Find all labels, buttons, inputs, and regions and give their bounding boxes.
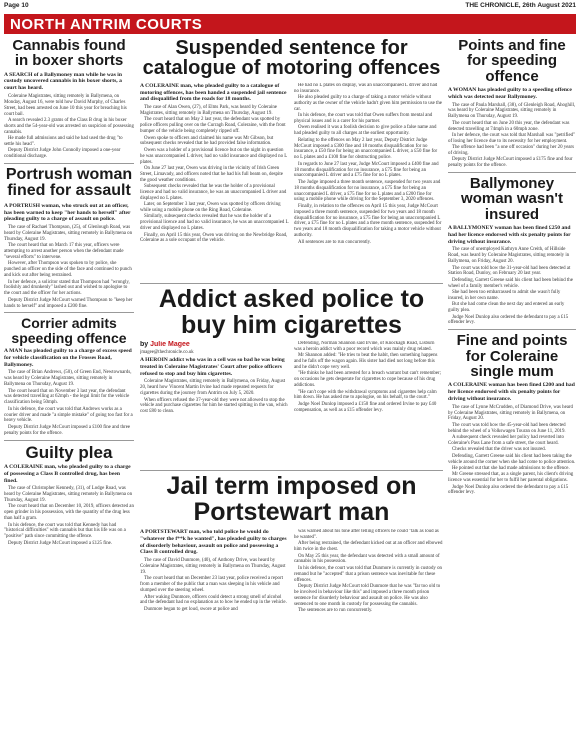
article-addict	[140, 287, 443, 467]
paragraph: After waking Dunmore, officers could detect a strong smell of alcohol and the defendant had no explanation as to how he ended up in the vehicle.	[140, 594, 287, 606]
divider	[4, 312, 134, 313]
paragraph: Mr Shannon added: "He tries to beat the habit, then something happens and he falls off the wagon again. His sister had died not long before this and he didn't cope very well.	[294, 353, 438, 370]
section-banner: NORTH ANTRIM COURTS	[4, 14, 576, 34]
paragraph: The case of Christopher Kennedy, (31), of Lodge Road, was heard by Coleraine Magistrates, sitting remotely in Ballymena on Thursday, August 19.	[4, 486, 133, 504]
headline: Cannabis found in boxer shorts	[12, 38, 126, 70]
paragraph: However, after Thompson was spoken to by police, she punched an officer on the side of the face and continued to punch and kick out after being restrained.	[4, 261, 132, 279]
paragraph: Mr Greene stressed that, as a single parent, his client's driving licence was essential for her to fulfil her parental obligations.	[448, 472, 574, 484]
paragraph: Deputy District Judge McCourt warned Thompson to "keep her hands to herself" and imposed a £200 fine.	[4, 297, 133, 309]
paragraph: Dunmore began to get loud, swore at police and	[144, 606, 238, 612]
paragraph: The court heard that on May 2 last year, the defendant was spotted by police officers pulling over on the Curragh Road, Coleraine, with the front bumper of the vehicle being completely ripped off.	[140, 117, 286, 135]
article-corrier	[4, 316, 134, 436]
intro: A COLERAINE man, who pleaded guilty to a catalogue of motoring offences, has been handed a suspended jail sentence and disqualified from the roads for 18 months.	[140, 82, 287, 103]
page-header	[4, 2, 576, 13]
paragraph: Finally, on April 15 this year, Owen was driving on the Newbridge Road, Coleraine as a sole occupant of the vehicle.	[140, 232, 288, 244]
left-column	[4, 38, 134, 734]
paper-dateline: THE CHRONICLE, 26th August 2021	[465, 2, 576, 9]
paragraph: In his defence, the court was told that Andrews works as a courier driver and made "a simple mistake" of going too fast for a heavy vehicle.	[4, 406, 133, 424]
paragraph: In his defence, the court was told that Dunmore is currently in custody on remand but he "accepted" that a prison sentence was inevitable for these offences.	[294, 565, 442, 583]
headline: Ballymoney woman wasn't insured	[461, 175, 563, 223]
paragraph: He pointed out that she had made admissions to the offence.	[452, 465, 570, 471]
paragraph: The court heard that on December 10, 2019, officers detected an open grinder in his possession, with the quantity of the drug less than half a gram.	[4, 504, 134, 522]
paragraph: Judge Noel Dunlop imposed a £150 fine and ordered Irvine to pay £40 compensation, as well as a £15 offender levy.	[294, 401, 437, 413]
paragraph: The court heard that on November 3 last year, the defendant was detected travelling at 62mph - the legal limit for the vehicle classification being 50mph.	[4, 388, 130, 406]
paragraph: The Judge imposed a three month sentence, suspended for two years and 18 months disqualification for no insurance, a £75 fine for being an unaccompanied L driver, a £75 fine for no L plates and a £200 fine for using a mobile phone while driving for the September 3, 2020 offences.	[294, 179, 441, 203]
paragraph: Defending, Norman Shannon said Irvine, of Knockagh Road, Lisburn was a heroin addict with a poor record which was mainly drug related.	[294, 341, 435, 352]
byline-email: jmagee@thechronicle.co.uk	[140, 350, 194, 355]
paragraph: Deputy District Judge McCourt told Dunmore that he was "far too old to be involved in behaviour like this" and imposed a three month prison sentence for disorderly behaviour and assault on police. He was also sentenced to one month in custody for possessing the cannabis.	[294, 583, 441, 607]
article-ballymoney	[448, 176, 576, 326]
headline: Suspended sentence for catalogue of motoring offences	[142, 38, 441, 80]
article-points	[448, 38, 576, 169]
paragraph: On June 27 last year, Owen was driving in the vicinity of Irish Green Street, Limavady, and officers noted that he had his full beam on, despite the good weather conditions.	[140, 165, 283, 183]
paragraph: On May 25 this year, the defendant was detected with a small amount of cannabis in his possession.	[294, 553, 440, 565]
paragraph: When officers refused the 37-year-old they were not allowed to stop the vehicle and purchase cigarettes for him he started spitting in the van, which cost £80 to clean.	[140, 397, 288, 415]
paragraph: Deputy District Judge McCourt imposed a £125 fine.	[8, 540, 113, 546]
article-motoring	[140, 38, 443, 280]
paragraph: A subsequent check revealed her policy had reverted into Coleraine's Pass Lane from a safe street, the court heard.	[448, 435, 564, 446]
paragraph: The case of Alan Owen, (27), of Elms Park, was heard by Coleraine Magistrates, sitting remotely in Ballymena on Thursday, August 19.	[140, 105, 277, 117]
article-cannabis	[4, 38, 134, 160]
byline-prefix: by	[140, 341, 151, 348]
headline: Points and fine for speeding offence	[458, 38, 566, 85]
byline	[140, 341, 289, 348]
article-fine-points	[448, 333, 576, 496]
page-number: Page 10	[4, 2, 29, 9]
paragraph: Deputy District Judge McCourt imposed a £175 fine and four penalty points for the offence.	[448, 157, 573, 169]
paragraph: Judge Noel Dunlop also ordered the defendant to pay a £15 offender levy.	[448, 484, 569, 496]
paragraph: The court heard that on June 20 this year, the defendant was detected travelling at 74mph in a 60mph zone.	[448, 120, 570, 132]
paragraph: Later, on September 3 last year, Owen was spotted by officers driving while using a mobile phone on the Ring Road, Coleraine.	[140, 202, 281, 214]
divider	[4, 163, 134, 164]
intro: A HEROIN addict who was in a cell was so bad he was being treated in Coleraine Magistrates' Court after police officers refused to stop and buy him cigarettes.	[140, 357, 285, 377]
paragraph: The court heard that on December 23 last year, police received a report from a member of the public that a man was sleeping in his vehicle and slumped over the steering wheel.	[140, 576, 283, 594]
paragraph: He made full admissions and said he had used the drug "to settle his head".	[4, 136, 123, 148]
divider	[448, 172, 576, 173]
paragraph: He had no L plates on display, was an unaccompanied L driver and had no insurance.	[294, 82, 438, 94]
paragraph: Owen realised it was a foolish decision to give police a false name and had pleaded guilty to all charges at the earliest opportunity.	[294, 125, 437, 137]
paragraph: Owen was a holder of a provisional licence but on the night in question he was unaccompanied L driver, had no valid insurance and displayed no L plates.	[140, 147, 288, 165]
divider	[140, 283, 443, 284]
paragraph: In his defence, the court was told that Owen suffers from mental and physical issues and is a carer for his partner.	[294, 113, 433, 125]
paragraph: All sentences are to run concurrently.	[298, 239, 372, 245]
paragraph: Coleraine Magistrates, sitting remotely in Ballymena, on Monday, August 16, were told how David Murphy, of Charles Street, had been arrested on June 10 this year for breaching his court bail.	[4, 94, 127, 117]
intro: A WOMAN has pleaded guilty to a speeding offence which was detected near Ballymoney.	[448, 86, 572, 100]
paragraph: Defending, Garrett Greene said his client had been behind the wheel of a family member's vehicle.	[448, 277, 573, 289]
divider	[448, 329, 576, 330]
paragraph: In his defence, the court was told that Kennedy has had "historical difficulties" with cannabis but that his life was on a "positive" path since committing the offence.	[4, 522, 126, 540]
headline: Fine and points for Coleraine single mum	[456, 332, 568, 380]
paragraph: But she had come clean the next day and entered an early guilty plea.	[448, 302, 565, 314]
paragraph: The case of David Dunmore, (40), of Anthony Drive, was heard by Coleraine Magistrates, sitting remotely in Ballymena on Thursday, August 19.	[140, 558, 286, 575]
headline: Guilty plea	[25, 442, 113, 462]
paragraph: The case of unemployed Kathryn Anne Creith, of Hillside Road, was heard by Coleraine Magistrates, sitting remotely in Ballymena, on Friday, August 20.	[448, 247, 570, 265]
paragraph: The case of Brian Andrews, (50), of Green End, Newtownards, was heard by Coleraine Magistrates, sitting remotely in Ballymena on Thursday, August 19.	[4, 370, 132, 388]
intro: A SEARCH of a Ballymoney man while he was in custody uncovered cannabis in his boxer shorts, a court has heard.	[4, 71, 122, 92]
paragraph: The court heard that on March 17 this year, officers were attempting to arrest another person when the defendant made "several efforts" to intervene.	[4, 243, 124, 261]
paragraph: A search revealed 2.3 grams of the Class B drug in his boxer shorts and the 54-year-old was arrested on suspicion of possessing cannabis.	[4, 118, 134, 135]
intro: A COLERAINE man, who pleaded guilty to a charge of possessing a Class B controlled drug, has been fined.	[4, 463, 131, 484]
article-portrush	[4, 167, 134, 309]
paragraph: He also pleaded guilty to a charge of taking a motor vehicle without authority as the owner of the vehicle hadn't given him permission to use the car.	[294, 95, 442, 112]
paragraph: "He can't cope with the withdrawal symptoms and cigarettes help calm him down. He has asked me to apologise, on his behalf, to the court."	[294, 389, 437, 401]
intro: A PORTSTEWART man, who told police he would do "whatever the f**k he wanted", has pleaded guilty to charges of disorderly behaviour, assault on police and possessing a Class B controlled drug.	[140, 529, 287, 556]
byline-name: Julie Magee	[150, 341, 190, 348]
divider	[4, 440, 134, 441]
intro: A COLERAINE woman has been fined £200 and had her licence endorsed with six penalty points for driving without insurance.	[448, 382, 575, 402]
paragraph: The court was told how the 31-year-old had been detected at Station Road, Dunloy, on February 20 last year.	[448, 265, 571, 277]
intro: A PORTRUSH woman, who struck out at an officer, has been warned to keep "her hands to herself" after pleading guilty to a charge of assault on police.	[4, 202, 131, 223]
paragraph: In her defence, the court was told that Marshall was "petrified" of losing her licence due to its necessity for her employment.	[448, 132, 576, 144]
paragraph: Deputy District Judge John Connolly imposed a one-year conditional discharge.	[4, 148, 121, 160]
paragraph: "He thinks he had been arrested for a breach warrant but can't remember; on occasions he gets desperate for cigarettes to cope because of his drug addictions.	[294, 371, 442, 389]
intro: A BALLYMONEY woman has been fined £250 and had her licence endorsed with six penalty points for driving without insurance.	[448, 225, 571, 245]
paragraph: The case of Rachael Thompson, (25), of Glenlough Road, was heard by Coleraine Magistrates, sitting remotely in Ballymena on Thursday, August 19.	[4, 225, 133, 242]
paragraph: In regards to June 27 last year, Judge McCourt imposed a £400 fine and 18 months disqualification for no insurance, a £75 fine for being an unaccompanied L driver and a £75 fine for no L plates.	[294, 161, 439, 179]
right-column	[448, 38, 576, 734]
headline: Jail term imposed on Portstewart man	[166, 474, 417, 526]
paragraph: Deputy District Judge McCourt imposed a £100 fine and three penalty points for the offence.	[4, 424, 131, 436]
paragraph: Finally, in relation to the offences on April 15 this year, Judge McCourt imposed a three month sentence, suspended for two years and 18 month disqualification for no insurance, a £75 fine for being an unaccompanied L driver, a £75 fine for no L plates and a three month sentence, suspended for two years and 18 month disqualification for taking a motor vehicle without authority.	[294, 203, 442, 239]
paragraph: The case of Paula Marshall, (38), of Glenleigh Road, Ahoghill, was heard by Coleraine Magistrates, sitting remotely in Ballymena on Thursday, August 19.	[448, 102, 576, 120]
paragraph: The case of Lynne McCrudden, of Diamond Drive, was heard by Coleraine Magistrates, sitting remotely in Ballymena, on Friday, August 20.	[448, 404, 574, 422]
headline: Addict asked police to buy him cigarettes	[158, 287, 425, 339]
paragraph: Checks revealed that the driver was not insured.	[452, 447, 546, 453]
paragraph: Coleraine Magistrates, sitting remotely in Ballymena, on Friday, August 20, heard how Vincent Martin Irvine had made repeated requests for cigarettes during the journey from Antrim on July 5, 2020.	[140, 379, 286, 397]
intro: A MAN has pleaded guilty to a charge of excess speed for vehicle classification on the Frosses Road, Ballymoney.	[4, 348, 132, 368]
paragraph: In her defence, a solicitor stated that Thompson had "wrongly, foolishly and drunkenly" lashed out and wished to apologise to the court and the officer for her actions.	[4, 279, 130, 297]
paragraph: The court was told how the 45-year-old had been detected behind the wheel of a Volkswagen Touran on June 11, 2019.	[448, 422, 566, 434]
paragraph: She had been too embarrassed to admit she wasn't fully insured, in her own name.	[448, 290, 561, 301]
paragraph: Judge Noel Dunlop also ordered the defendant to pay a £15 offender levy.	[448, 314, 569, 326]
divider	[140, 470, 443, 471]
headline: Corrier admits speeding offence	[11, 315, 127, 346]
headline: Portrush woman fined for assault	[5, 166, 133, 200]
paragraph: After being restrained, the defendant kicked out at an officer and elbowed him twice in the chest.	[294, 541, 443, 553]
paragraph: Similarly, subsequent checks revealed that he was the holder of a provisional licence and had no valid insurance, he was an unaccompanied L driver and displayed no L plates.	[140, 214, 289, 232]
paragraph: Subsequent checks revealed that he was the holder of a provisional licence and had no valid insurance, he was an unaccompanied L driver and displayed no L plates.	[140, 184, 287, 201]
paragraph: The sentences are to run concurrently.	[298, 607, 373, 613]
article-guilty-plea	[4, 444, 134, 547]
article-portstewart	[140, 474, 443, 734]
paragraph: was warned about his tone after telling officers he could "talk as loud as he wanted".	[294, 529, 439, 540]
paragraph: Owen spoke to officers and claimed his name was Mr Gibson, but subsequent checks revealed that he had provided false information.	[140, 135, 274, 147]
paragraph: Defending, Garrett Greene said his client had been taking the vehicle around the corner when she had come to police attention.	[448, 453, 576, 465]
paragraph: The offence had been "a one off occasion" during her 20 years of driving.	[448, 145, 575, 157]
middle-column	[140, 38, 443, 734]
paragraph: Relating to the offences on May 2 last year, Deputy District Judge McCourt imposed a £300 fine and 18 months disqualification for no insurance, a £50 fine for being an unaccompanied L driver, a £50 fine for no L plates and a £100 fine for obstructing police.	[294, 137, 438, 161]
